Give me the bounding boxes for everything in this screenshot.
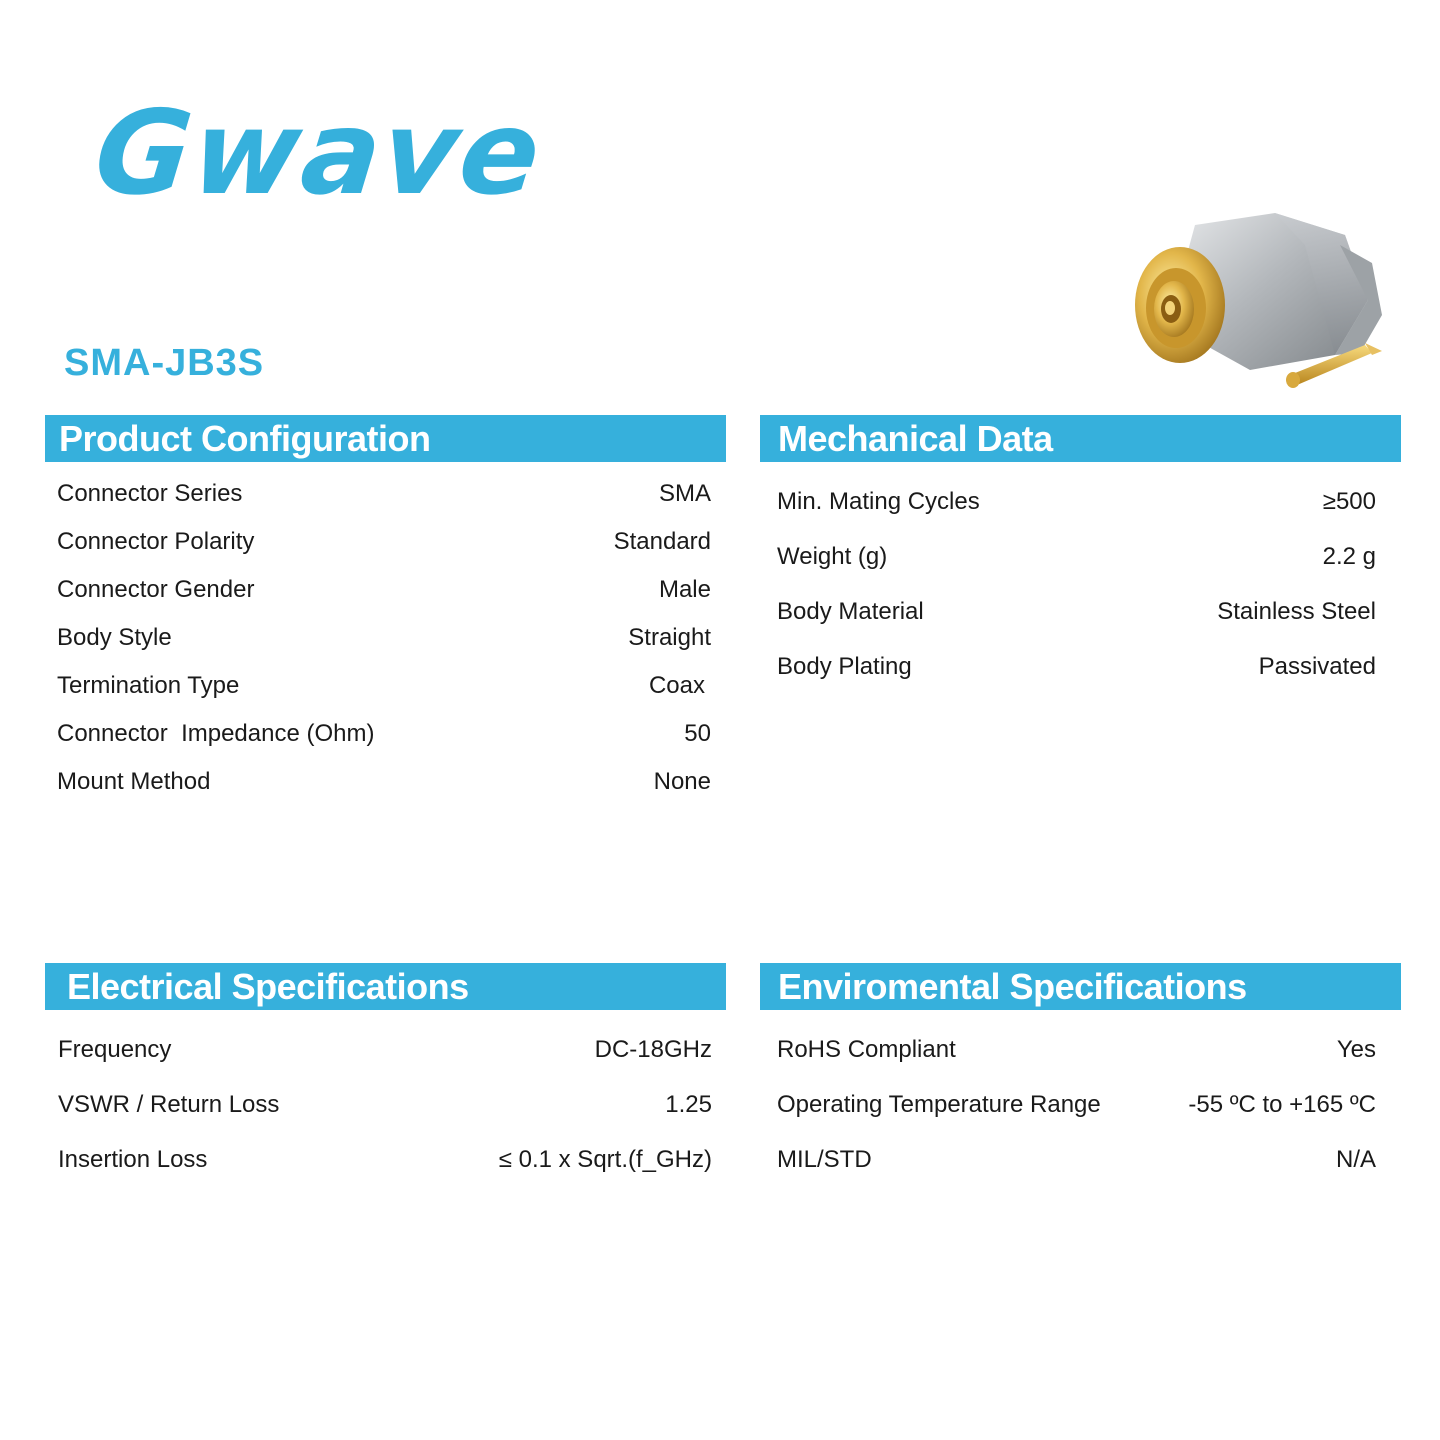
environmental-specifications-title: Enviromental Specifications — [760, 963, 1401, 1010]
spec-row-connector-polarity — [57, 518, 711, 566]
spec-value: ≥500 — [1322, 487, 1376, 515]
spec-value: Straight — [628, 624, 711, 651]
spec-value: Standard — [613, 528, 711, 555]
product-image — [1110, 205, 1410, 400]
spec-row-connector-gender — [57, 566, 711, 614]
spec-label: Frequency — [58, 1035, 172, 1063]
mechanical-data-section — [760, 415, 1401, 694]
spec-row-weight — [777, 529, 1376, 584]
electrical-specifications-title: Electrical Specifications — [45, 963, 726, 1010]
part-number: SMA-JB3S — [64, 342, 265, 384]
spec-row-mating-cycles — [777, 474, 1376, 529]
environmental-specifications-section — [760, 963, 1401, 1187]
spec-value: 1.25 — [665, 1090, 712, 1118]
spec-label: Operating Temperature Range — [777, 1090, 1101, 1118]
spec-row-insertion-loss — [58, 1132, 712, 1187]
spec-row-vswr — [58, 1077, 712, 1132]
spec-row-rohs — [777, 1022, 1376, 1077]
spec-label: Connector Series — [57, 480, 243, 507]
spec-value: None — [653, 768, 711, 795]
spec-row-body-material — [777, 584, 1376, 639]
spec-value: Coax — [648, 672, 705, 699]
spec-row-frequency — [58, 1022, 712, 1077]
spec-value: DC-18GHz — [594, 1035, 712, 1063]
product-configuration-title: Product Configuration — [45, 415, 726, 462]
spec-label: Body Material — [777, 597, 924, 625]
spec-value: SMA — [658, 480, 711, 507]
spec-label: Insertion Loss — [58, 1145, 208, 1173]
brand-logo: Gwave — [88, 86, 549, 221]
spec-label: Connector Impedance (Ohm) — [57, 720, 375, 747]
spec-value: 50 — [684, 720, 711, 747]
spec-label: VSWR / Return Loss — [58, 1090, 280, 1118]
spec-value: Stainless Steel — [1217, 597, 1376, 625]
spec-label: Mount Method — [57, 768, 211, 795]
spec-label: Weight (g) — [777, 542, 888, 570]
spec-row-impedance — [57, 710, 711, 758]
spec-value: -55 ºC to +165 ºC — [1188, 1090, 1376, 1118]
spec-label: Min. Mating Cycles — [777, 487, 980, 515]
spec-label: RoHS Compliant — [777, 1035, 956, 1063]
spec-label: MIL/STD — [777, 1145, 872, 1173]
electrical-specifications-section — [45, 963, 726, 1187]
spec-row-mil-std — [777, 1132, 1376, 1187]
spec-row-temperature-range — [777, 1077, 1376, 1132]
spec-row-connector-series — [57, 470, 711, 518]
product-configuration-section — [45, 415, 726, 806]
spec-label: Body Plating — [777, 652, 912, 680]
spec-value: 2.2 g — [1322, 542, 1376, 570]
spec-label: Connector Gender — [57, 576, 255, 603]
spec-value: Male — [658, 576, 711, 603]
spec-value: ≤ 0.1 x Sqrt.(f_GHz) — [498, 1145, 712, 1173]
spec-value: Yes — [1336, 1035, 1376, 1063]
spec-row-mount-method — [57, 758, 711, 806]
spec-value: N/A — [1335, 1145, 1376, 1173]
spec-row-body-plating — [777, 639, 1376, 694]
spec-label: Connector Polarity — [57, 528, 255, 555]
mechanical-data-title: Mechanical Data — [760, 415, 1401, 462]
spec-row-body-style — [57, 614, 711, 662]
spec-row-termination-type — [57, 662, 711, 710]
spec-label: Termination Type — [57, 672, 240, 699]
spec-label: Body Style — [57, 624, 172, 651]
spec-value: Passivated — [1258, 652, 1376, 680]
